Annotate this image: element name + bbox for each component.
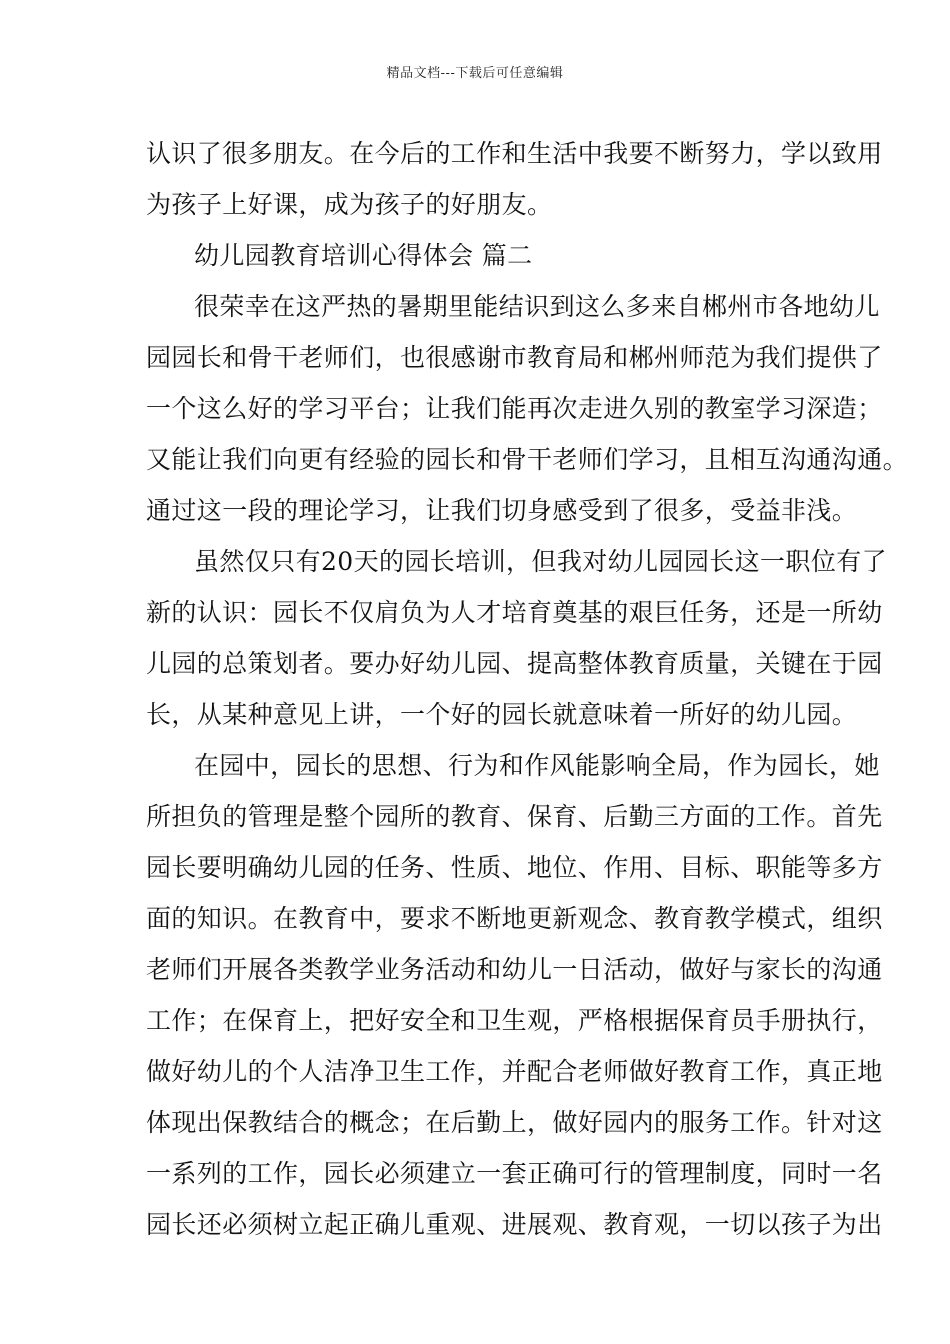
text-line: 园长还必须树立起正确儿重观、进展观、教育观，一切以孩子为出 bbox=[146, 1210, 883, 1239]
text-line: 面的知识。在教育中，要求不断地更新观念、教育教学模式，组织 bbox=[146, 904, 883, 933]
text-line: 园园长和骨干老师们，也很感谢市教育局和郴州师范为我们提供了 bbox=[146, 343, 883, 372]
text-line: 为孩子上好课，成为孩子的好朋友。 bbox=[146, 190, 553, 219]
text-line: 工作；在保育上，把好安全和卫生观，严格根据保育员手册执行， bbox=[146, 1006, 883, 1035]
text-line: 做好幼儿的个人洁净卫生工作，并配合老师做好教育工作，真正地 bbox=[146, 1057, 883, 1086]
page-header: 精品文档---下载后可任意编辑 bbox=[386, 66, 564, 81]
document-body bbox=[146, 128, 909, 1250]
text-line: 所担负的管理是整个园所的教育、保育、后勤三方面的工作。首先 bbox=[146, 802, 883, 831]
text-line: 幼儿园教育培训心得体会 篇二 bbox=[194, 241, 533, 270]
text-line: 园长要明确幼儿园的任务、性质、地位、作用、目标、职能等多方 bbox=[146, 853, 883, 882]
text-line: 长，从某种意见上讲，一个好的园长就意味着一所好的幼儿园。 bbox=[146, 700, 858, 729]
text-line: 又能让我们向更有经验的园长和骨干老师们学习，且相互沟通沟通。 bbox=[146, 445, 909, 474]
text-line: 新的认识：园长不仅肩负为人才培育奠基的艰巨任务，还是一所幼 bbox=[146, 598, 883, 627]
text-line: 认识了很多朋友。在今后的工作和生活中我要不断努力，学以致用 bbox=[146, 139, 883, 168]
text-line: 一系列的工作，园长必须建立一套正确可行的管理制度，同时一名 bbox=[146, 1159, 883, 1188]
text-line: 通过这一段的理论学习，让我们切身感受到了很多，受益非浅。 bbox=[146, 496, 858, 525]
text-line: 很荣幸在这严热的暑期里能结识到这么多来自郴州市各地幼儿 bbox=[194, 292, 880, 321]
text-line: 一个这么好的学习平台；让我们能再次走进久别的教室学习深造； bbox=[146, 394, 883, 423]
text-line: 老师们开展各类教学业务活动和幼儿一日活动，做好与家长的沟通 bbox=[146, 955, 883, 984]
text-line: 在园中，园长的思想、行为和作风能影响全局，作为园长，她 bbox=[194, 751, 880, 780]
text-line: 虽然仅只有20天的园长培训，但我对幼儿园园长这一职位有了 bbox=[194, 547, 888, 576]
text-line: 体现出保教结合的概念；在后勤上，做好园内的服务工作。针对这 bbox=[146, 1108, 883, 1137]
text-line: 儿园的总策划者。要办好幼儿园、提高整体教育质量，关键在于园 bbox=[146, 649, 883, 678]
